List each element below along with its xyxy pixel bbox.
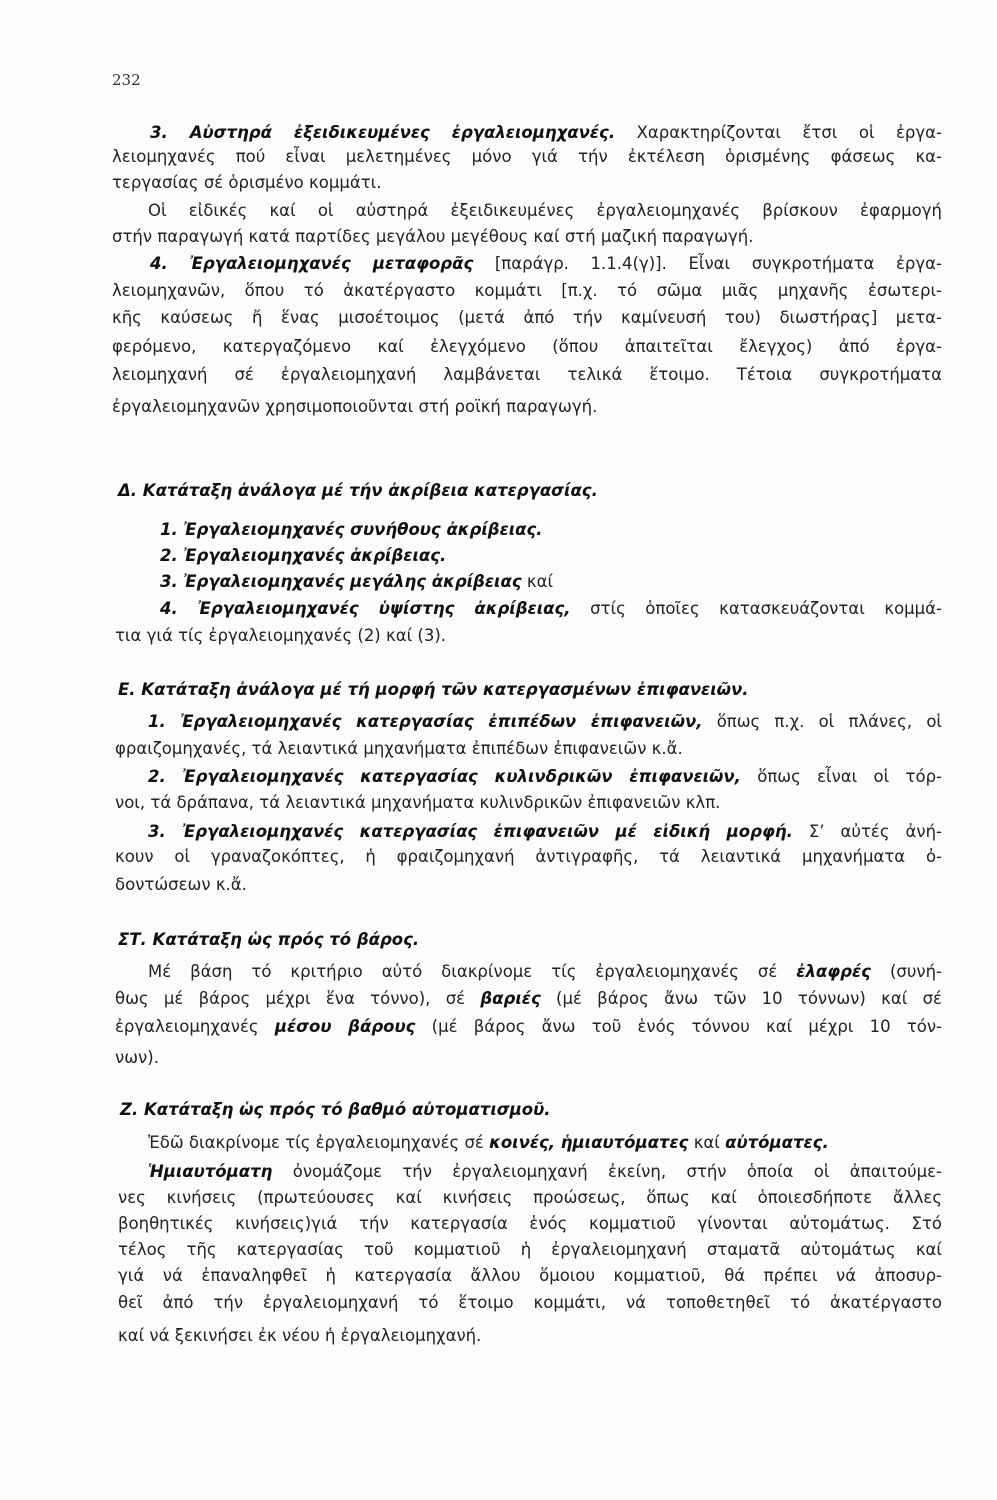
text-line: τια γιά τίς ἐργαλειομηχανές (2) καί (3). (115, 626, 447, 645)
text-line: γιά νά ἐπαναληφθεῖ ἡ κατεργασία ἄλλου ὅμοιου κομματιοῦ, θά πρέπει νά ἀποσυρ- (118, 1266, 942, 1285)
term-emphasis: κοινές, ἡμιαυτόματες (489, 1133, 689, 1152)
text-line: δοντώσεων κ.ἄ. (115, 875, 247, 894)
text-segment: Χαρακτηρίζονται ἔτσι οἱ ἐργα- (636, 123, 943, 142)
text-line: φερόμενο, κατεργαζόμενο καί ἐλεγχόμενο (ὅπου ἀπαιτεῖται ἔλεγχος) ἀπό ἐργα- (112, 337, 942, 356)
text-line (115, 1015, 942, 1039)
text-segment: καί (526, 572, 554, 591)
text-segment: [παράγρ. 1.1.4(γ)]. Εἶναι συγκροτήματα ἐργα- (494, 254, 942, 273)
text-line: βοηθητικές κινήσεις)γιά τήν κατεργασία ἑνός κομματιοῦ γίνονται αὐτομάτως. Στό (118, 1214, 942, 1233)
term-emphasis: ἐλαφρές (796, 962, 871, 981)
text-line (148, 1160, 942, 1184)
text-line: τέλος τῆς κατεργασίας τοῦ κομματιοῦ ἡ ἐργαλειομηχανή σταματᾶ αὐτομάτως καί (118, 1240, 942, 1259)
text-line: Οἱ εἰδικές καί οἱ αὐστηρά ἐξειδικευμένες ἐργαλειομηχανές βρίσκουν ἐφαρμογή (148, 201, 942, 220)
text-segment: ἐργαλειομηχανές (115, 1017, 259, 1036)
item-title: 4. Ἐργαλειομηχανές μεταφορᾶς (150, 254, 474, 273)
text-segment: (μέ βάρος ἄνω τοῦ ἑνός τόννου καί μέχρι 10 τόν- (431, 1017, 943, 1036)
text-segment: (μέ βάρος ἄνω τῶν 10 τόννων) καί σέ (556, 989, 942, 1008)
term-emphasis: βαριές (480, 989, 541, 1008)
item-title: 2. Ἐργαλειομηχανές κατεργασίας κυλινδρικῶν ἐπιφανειῶν, (148, 767, 741, 786)
item-title: 4. Ἐργαλειομηχανές ὑψίστης ἀκρίβειας, (160, 599, 571, 618)
text-segment: καί (693, 1133, 720, 1152)
text-segment: στίς ὁποῖες κατασκευάζονται κομμά- (590, 599, 943, 618)
text-line: καί νά ξεκινήσει ἐκ νέου ἡ ἐργαλειομηχανή. (118, 1326, 482, 1345)
text-line: τεργασίας σέ ὁρισμένο κομμάτι. (112, 173, 382, 192)
text-segment: ὅπως εἶναι οἱ τόρ- (757, 767, 943, 786)
item-title: 3. Ἐργαλειομηχανές μεγάλης ἀκρίβειας (160, 572, 522, 591)
text-line (115, 987, 942, 1011)
text-segment: (συνή- (889, 962, 943, 981)
text-segment: ὀνομάζομε τήν ἐργαλειομηχανή ἐκείνη, στήν ὁποία οἱ ἀπαιτούμε- (292, 1162, 942, 1181)
text-line (148, 1131, 942, 1155)
text-line: λειομηχανές πού εἶναι μελετημένες μόνο γιά τήν ἐκτέλεση ὁρισμένης φάσεως κα- (112, 147, 942, 166)
text-line: νοι, τά δράπανα, τά λειαντικά μηχανήματα κυλινδρικῶν ἐπιφανειῶν κλπ. (115, 793, 721, 812)
text-line: κουν οἱ γραναζοκόπτες, ἡ φραιζομηχανή ἀντιγραφῆς, τά λειαντικά μηχανήματα ὀ- (115, 847, 942, 866)
list-item (148, 765, 942, 789)
list-item (160, 544, 942, 568)
text-segment: θως μέ βάρος μέχρι ἕνα τόννο), σέ (115, 989, 466, 1008)
text-line: λειομηχανή σέ ἐργαλειομηχανή λαμβάνεται τελικά ἕτοιμο. Τέτοια συγκροτήματα (112, 365, 942, 384)
item-title: 1. Ἐργαλειομηχανές κατεργασίας ἐπιπέδων ἐπιφανειῶν, (148, 712, 703, 731)
item-title: 3. Αὐστηρά ἐξειδικευμένες ἐργαλειομηχανές. (150, 123, 616, 142)
text-line (150, 121, 942, 145)
text-line: κῆς καύσεως ἤ ἕνας μισοέτοιμος (μετά ἀπό τήν καμίνευσή του) διωστήρας] μετα- (112, 308, 942, 327)
text-segment: ὅπως π.χ. οἱ πλάνες, οἱ (716, 712, 942, 731)
term-emphasis: μέσου βάρους (274, 1017, 416, 1036)
term-emphasis: αὐτόματες. (725, 1133, 829, 1152)
text-line (148, 960, 942, 984)
text-segment: Μέ βάση τό κριτήριο αὐτό διακρίνομε τίς ἐργαλειομηχανές σέ (148, 962, 778, 981)
list-item (148, 710, 942, 734)
item-title: 2. Ἐργαλειομηχανές ἀκρίβειας. (160, 546, 447, 565)
list-item (148, 820, 942, 844)
item-title: 1. Ἐργαλειομηχανές συνήθους ἀκρίβειας. (160, 520, 543, 539)
text-line: φραιζομηχανές, τά λειαντικά μηχανήματα ἐπιπέδων ἐπιφανειῶν κ.ἄ. (115, 739, 683, 758)
list-item (160, 597, 942, 621)
section-heading: ΣΤ. Κατάταξη ὡς πρός τό βάρος. (118, 930, 420, 949)
text-line (150, 252, 942, 276)
text-line: νων). (115, 1048, 159, 1067)
text-line: λειομηχανῶν, ὅπου τό ἀκατέργαστο κομμάτι [π.χ. τό σῶμα μιᾶς μηχανῆς ἐσωτερι- (112, 281, 942, 300)
text-line: στήν παραγωγή κατά παρτίδες μεγάλου μεγέθους καί στή μαζική παραγωγή. (112, 227, 754, 246)
item-title: 3. Ἐργαλειομηχανές κατεργασίας ἐπιφανειῶν μέ εἰδική μορφή. (148, 822, 793, 841)
text-segment: Ἐδῶ διακρίνομε τίς ἐργαλειομηχανές σέ (148, 1133, 484, 1152)
section-heading: Ζ. Κατάταξη ὡς πρός τό βαθμό αὐτοματισμοῦ. (120, 1100, 551, 1119)
text-line: θεῖ ἀπό τήν ἐργαλειομηχανή τό ἕτοιμο κομμάτι, νά τοποθετηθεῖ τό ἀκατέργαστο (118, 1293, 942, 1312)
section-heading: Ε. Κατάταξη ἀνάλογα μέ τή μορφή τῶν κατεργασμένων ἐπιφανειῶν. (118, 680, 749, 699)
text-segment: Σ’ αὐτές ἀνή- (808, 822, 943, 841)
list-item (160, 570, 942, 594)
section-heading: Δ. Κατάταξη ἀνάλογα μέ τήν ἀκρίβεια κατεργασίας. (118, 481, 598, 500)
page-number: 232 (112, 71, 141, 89)
term-emphasis: Ἡμιαυτόματη (148, 1162, 273, 1181)
list-item (160, 518, 942, 542)
text-line: ἐργαλειομηχανῶν χρησιμοποιοῦνται στή ροϊκή παραγωγή. (112, 397, 598, 416)
text-line: νες κινήσεις (πρωτεύουσες καί κινήσεις προώσεως, ὅπως καί ὁποιεσδήποτε ἄλλες (118, 1188, 942, 1207)
